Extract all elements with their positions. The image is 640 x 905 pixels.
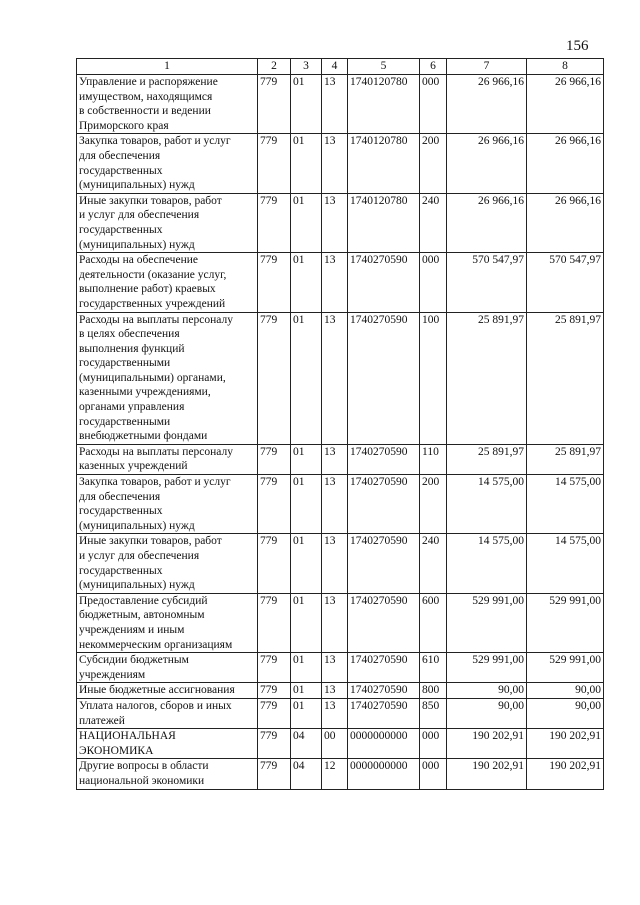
ministry-code: 779 [258,683,291,699]
expense-name-line: национальной экономики [79,774,205,787]
expense-name-line: Расходы на выплаты персоналу [79,445,233,458]
column-header: 8 [527,59,604,75]
amount-col8: 90,00 [527,698,604,728]
subsection-code: 13 [322,193,348,252]
expense-name-line: внебюджетными фондами [79,430,208,443]
column-header: 7 [447,59,527,75]
expense-type-code: 800 [420,683,447,699]
column-header: 2 [258,59,291,75]
expense-name-line: Управление и распоряжение [79,76,218,88]
table-row [77,475,604,534]
expense-name-line: платежей [79,714,125,727]
expense-name [77,253,258,312]
expense-name-line: для обеспечения [79,149,161,162]
table-row [77,534,604,593]
amount-col8: 25 891,97 [527,312,604,444]
expense-name-line: казенных учреждений [79,460,188,473]
expense-type-code: 240 [420,193,447,252]
amount-col8: 190 202,91 [527,729,604,759]
table-row [77,253,604,312]
expense-name-line: государственных учреждений [79,297,226,310]
subsection-code: 13 [322,683,348,699]
expense-name [77,75,258,134]
target-article-code: 1740270590 [348,683,420,699]
expense-name-line: ЭКОНОМИКА [79,744,154,757]
expense-name-line: имуществом, находящимся [79,90,213,103]
expense-name [77,193,258,252]
subsection-code: 13 [322,653,348,683]
subsection-code: 13 [322,698,348,728]
expense-name-line: Иные закупки товаров, работ [79,194,222,207]
expense-name-line: Предоставление субсидий [79,594,208,607]
table-row [77,683,604,699]
expense-name [77,759,258,789]
expense-name [77,534,258,593]
expense-name [77,593,258,652]
amount-col8: 14 575,00 [527,534,604,593]
expense-name-line: Другие вопросы в области [79,760,209,773]
expense-name [77,312,258,444]
section-code: 04 [291,729,322,759]
amount-col7: 25 891,97 [447,312,527,444]
target-article-code: 1740270590 [348,534,420,593]
expense-name-line: НАЦИОНАЛЬНАЯ [79,730,176,743]
subsection-code: 13 [322,593,348,652]
header-row [77,59,604,75]
amount-col8: 25 891,97 [527,444,604,474]
expense-name-line: (муниципальными) органами, [79,371,226,384]
expense-name-line: некоммерческим организациям [79,638,233,651]
table-body [77,75,604,790]
target-article-code: 1740270590 [348,253,420,312]
amount-col7: 26 966,16 [447,75,527,134]
ministry-code: 779 [258,534,291,593]
section-code: 01 [291,683,322,699]
section-code: 01 [291,475,322,534]
target-article-code: 1740270590 [348,475,420,534]
expense-name-line: казенными учреждениями, [79,386,211,399]
amount-col7: 14 575,00 [447,534,527,593]
expense-type-code: 000 [420,75,447,134]
column-header: 5 [348,59,420,75]
amount-col8: 90,00 [527,683,604,699]
target-article-code: 1740270590 [348,593,420,652]
expense-name-line: государственных [79,223,163,236]
section-code: 04 [291,759,322,789]
expense-type-code: 000 [420,729,447,759]
expense-name [77,729,258,759]
table-row [77,193,604,252]
amount-col8: 26 966,16 [527,134,604,193]
expense-name [77,475,258,534]
target-article-code: 1740270590 [348,653,420,683]
expense-name [77,653,258,683]
expense-name-line: в целях обеспечения [79,328,180,341]
table-row [77,653,604,683]
column-header: 3 [291,59,322,75]
table-row [77,729,604,759]
expense-name-line: (муниципальных) нужд [79,238,195,251]
expense-name-line: Закупка товаров, работ и услуг [79,135,231,148]
expense-name-line: государственных [79,164,163,177]
expense-name-line: для обеспечения [79,490,161,503]
section-code: 01 [291,593,322,652]
expense-type-code: 610 [420,653,447,683]
section-code: 01 [291,134,322,193]
section-code: 01 [291,444,322,474]
section-code: 01 [291,253,322,312]
amount-col8: 190 202,91 [527,759,604,789]
amount-col8: 26 966,16 [527,75,604,134]
expense-name-line: выполнение работ) краевых [79,283,216,296]
section-code: 01 [291,75,322,134]
ministry-code: 779 [258,653,291,683]
expense-name-line: Приморского края [79,119,169,132]
amount-col8: 26 966,16 [527,193,604,252]
expense-name [77,698,258,728]
expense-name-line: (муниципальных) нужд [79,179,195,192]
table-row [77,312,604,444]
expense-name-line: Уплата налогов, сборов и иных [79,699,232,712]
ministry-code: 779 [258,193,291,252]
target-article-code: 1740270590 [348,444,420,474]
section-code: 01 [291,653,322,683]
target-article-code: 0000000000 [348,729,420,759]
expense-type-code: 100 [420,312,447,444]
budget-table [76,58,604,790]
section-code: 01 [291,193,322,252]
expense-name-line: Иные бюджетные ассигнования [79,684,235,697]
target-article-code: 1740270590 [348,312,420,444]
expense-name-line: государственными [79,357,171,370]
ministry-code: 779 [258,593,291,652]
table-row [77,134,604,193]
expense-type-code: 110 [420,444,447,474]
section-code: 01 [291,698,322,728]
expense-name-line: Расходы на выплаты персоналу [79,313,233,326]
expense-type-code: 000 [420,253,447,312]
expense-name-line: в собственности и ведении [79,105,211,118]
table-row [77,444,604,474]
expense-name [77,134,258,193]
target-article-code: 1740120780 [348,134,420,193]
expense-name [77,683,258,699]
expense-name-line: деятельности (оказание услуг, [79,268,227,281]
column-header: 1 [77,59,258,75]
target-article-code: 1740120780 [348,193,420,252]
expense-type-code: 200 [420,475,447,534]
target-article-code: 1740270590 [348,698,420,728]
amount-col7: 190 202,91 [447,729,527,759]
target-article-code: 1740120780 [348,75,420,134]
section-code: 01 [291,534,322,593]
ministry-code: 779 [258,729,291,759]
ministry-code: 779 [258,475,291,534]
table-row [77,698,604,728]
ministry-code: 779 [258,444,291,474]
subsection-code: 13 [322,312,348,444]
ministry-code: 779 [258,75,291,134]
expense-name-line: Закупка товаров, работ и услуг [79,476,231,489]
amount-col7: 25 891,97 [447,444,527,474]
ministry-code: 779 [258,759,291,789]
expense-type-code: 200 [420,134,447,193]
ministry-code: 779 [258,253,291,312]
subsection-code: 13 [322,253,348,312]
expense-name-line: и услуг для обеспечения [79,209,200,222]
subsection-code: 12 [322,759,348,789]
page-number: 156 [566,38,589,54]
column-header: 4 [322,59,348,75]
expense-name-line: учреждениям и иным [79,623,185,636]
ministry-code: 779 [258,698,291,728]
expense-name-line: (муниципальных) нужд [79,579,195,592]
table-row [77,593,604,652]
expense-name-line: Иные закупки товаров, работ [79,535,222,548]
subsection-code: 00 [322,729,348,759]
expense-name-line: и услуг для обеспечения [79,550,200,562]
subsection-code: 13 [322,475,348,534]
expense-name-line: государственных [79,564,163,577]
expense-name-line: Расходы на обеспечение [79,254,198,267]
amount-col8: 570 547,97 [527,253,604,312]
expense-name-line: (муниципальных) нужд [79,519,195,532]
ministry-code: 779 [258,312,291,444]
amount-col7: 529 991,00 [447,653,527,683]
amount-col8: 529 991,00 [527,593,604,652]
expense-type-code: 000 [420,759,447,789]
expense-name-line: органами управления [79,401,185,414]
expense-name-line: бюджетным, автономным [79,609,205,622]
amount-col7: 570 547,97 [447,253,527,312]
expense-name-line: государственных [79,505,163,518]
table-row [77,759,604,789]
table-row [77,75,604,134]
subsection-code: 13 [322,134,348,193]
amount-col8: 14 575,00 [527,475,604,534]
amount-col7: 190 202,91 [447,759,527,789]
amount-col7: 26 966,16 [447,134,527,193]
expense-name-line: выполнения функций [79,342,185,355]
subsection-code: 13 [322,75,348,134]
expense-type-code: 600 [420,593,447,652]
ministry-code: 779 [258,134,291,193]
expense-name-line: государственными [79,415,171,428]
subsection-code: 13 [322,534,348,593]
expense-name [77,444,258,474]
expense-type-code: 850 [420,698,447,728]
target-article-code: 0000000000 [348,759,420,789]
expense-name-line: учреждениям [79,668,146,681]
section-code: 01 [291,312,322,444]
subsection-code: 13 [322,444,348,474]
column-header: 6 [420,59,447,75]
amount-col7: 90,00 [447,698,527,728]
amount-col7: 26 966,16 [447,193,527,252]
amount-col8: 529 991,00 [527,653,604,683]
amount-col7: 529 991,00 [447,593,527,652]
amount-col7: 90,00 [447,683,527,699]
expense-type-code: 240 [420,534,447,593]
expense-name-line: Субсидии бюджетным [79,654,189,667]
amount-col7: 14 575,00 [447,475,527,534]
